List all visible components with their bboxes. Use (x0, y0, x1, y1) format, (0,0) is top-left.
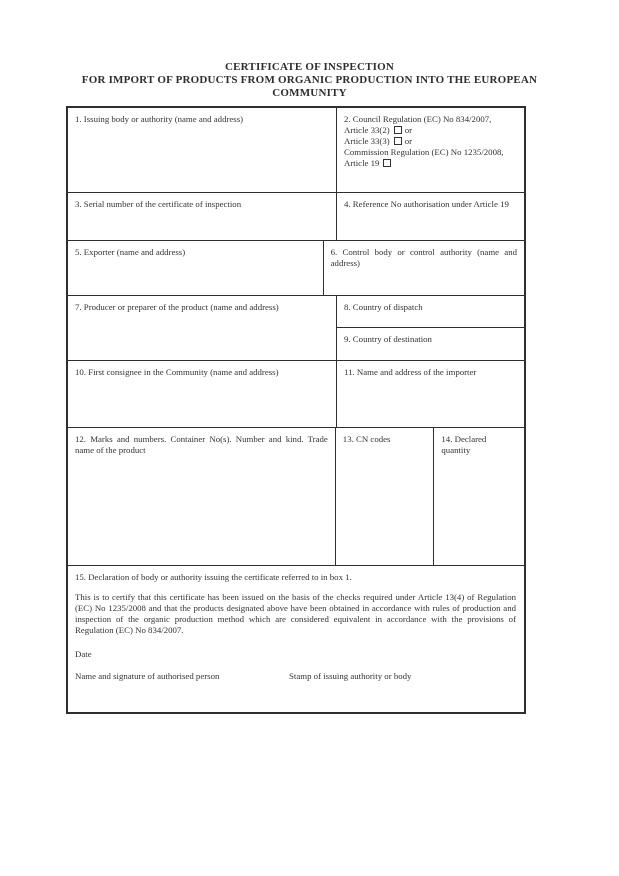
box-2-line-1: 2. Council Regulation (EC) No 834/2007, (344, 114, 492, 124)
box-5-label: 5. Exporter (name and address) (75, 247, 186, 257)
box-2-line-5 (344, 158, 517, 169)
box-9-label: 9. Country of destination (344, 334, 432, 344)
row-boxes-1-2 (68, 108, 524, 192)
box-10-label: 10. First consignee in the Community (name and address) (75, 367, 279, 377)
boxes-8-9-stack (337, 296, 524, 360)
inspection-form-table (66, 106, 526, 714)
box-12-label: 12. Marks and numbers. Container No(s). Number and kind. Trade name of the product (75, 434, 328, 455)
box-14-label: 14. Declared quantity (441, 434, 487, 455)
box-10-first-consignee (68, 361, 337, 427)
box-9-country-of-destination (337, 328, 524, 360)
box-15-heading: 15. Declaration of body or authority issuing the certificate referred to in box 1. (75, 572, 352, 582)
or-label: or (404, 125, 413, 135)
box-12-marks-and-numbers (68, 428, 336, 565)
box-6-label: 6. Control body or control authority (name and address) (330, 247, 517, 268)
box-7-producer (68, 296, 337, 360)
box-8-label: 8. Country of dispatch (344, 302, 423, 312)
title-line-1: CERTIFICATE OF INSPECTION (224, 61, 395, 73)
box-3-label: 3. Serial number of the certificate of inspection (75, 199, 242, 209)
article-19-checkbox (383, 159, 391, 167)
article-33-2-label: Article 33(2) (344, 125, 390, 135)
box-5-exporter (68, 241, 324, 295)
box-1-label: 1. Issuing body or authority (name and address) (75, 114, 244, 124)
box-15-signature-label: Name and signature of authorised person (75, 671, 220, 681)
box-15-signature-row (75, 671, 516, 682)
box-7-label: 7. Producer or preparer of the product (name and address) (75, 302, 279, 312)
row-boxes-5-6 (68, 240, 524, 295)
box-15-stamp-label: Stamp of issuing authority or body (289, 671, 412, 681)
box-11-importer (337, 361, 524, 427)
box-4-reference-authorisation (337, 193, 524, 240)
box-13-cn-codes (336, 428, 435, 565)
box-11-label: 11. Name and address of the importer (344, 367, 477, 377)
box-15-date-label: Date (75, 649, 92, 659)
article-33-2-checkbox (394, 126, 402, 134)
box-8-country-of-dispatch (337, 296, 524, 328)
title-line-3: COMMUNITY (272, 87, 347, 99)
box-1-issuing-body (68, 108, 337, 192)
box-4-label: 4. Reference No authorisation under Article 19 (344, 199, 509, 209)
row-box-15 (68, 565, 524, 716)
box-15-declaration (68, 566, 524, 682)
box-2-line-2 (344, 125, 517, 136)
article-33-3-checkbox (394, 137, 402, 145)
row-boxes-12-13-14 (68, 427, 524, 565)
article-33-3-label: Article 33(3) (344, 136, 390, 146)
box-6-control-body (324, 241, 524, 295)
row-boxes-10-11 (68, 360, 524, 427)
row-boxes-3-4 (68, 192, 524, 240)
box-2-line-3 (344, 136, 517, 147)
box-15-certification-text: This is to certify that this certificate has been issued on the basis of the checks required under Article 13(4) of Regulation (EC) No 1235/2008 and that the products designated above have been obtained in accordance with rules of production and inspection of the organic production method which are considered equivalent in accordance with the provisions of Regulation (EC) No 834/2007. (75, 592, 516, 635)
document-title (0, 61, 619, 100)
row-boxes-7-8-9 (68, 295, 524, 360)
box-2-regulation-articles (337, 108, 524, 192)
box-3-serial-number (68, 193, 337, 240)
box-13-label: 13. CN codes (342, 434, 391, 444)
article-19-label: Article 19 (344, 158, 380, 168)
title-line-2: FOR IMPORT OF PRODUCTS FROM ORGANIC PRODUCTION INTO THE EUROPEAN (81, 74, 538, 86)
or-label: or (404, 136, 413, 146)
box-2-line-4: Commission Regulation (EC) No 1235/2008, (344, 147, 504, 157)
box-14-declared-quantity (434, 428, 524, 565)
